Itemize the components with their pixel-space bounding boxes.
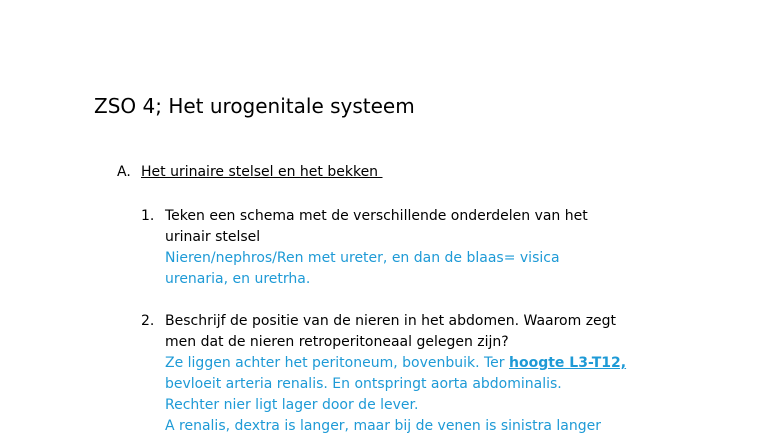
question-line: Teken een schema met de verschillende onderdelen van het [165,208,588,224]
answer-line: bevloeit arteria renalis. En ontspringt aorta abdominalis. [165,376,562,392]
question-line: urinair stelsel [165,229,261,245]
item-body [165,206,765,290]
question-line: men dat de nieren retroperitoneaal gelegen zijn? [165,334,509,350]
section-a [117,163,383,181]
section-heading: Het urinaire stelsel en het bekken [141,164,383,180]
slide-title: ZSO 4; Het urogenitale systeem [94,94,415,118]
answer-link[interactable]: hoogte L3-T12, [509,355,627,371]
answer-line: urenaria, en uretrha. [165,271,311,287]
item-number: 1. [141,208,155,224]
answer-text: Ze liggen achter het peritoneum, bovenbuik. Ter [165,355,509,371]
answer-line [165,353,765,374]
section-marker: A. [117,164,131,180]
item-body [165,311,765,437]
item-number: 2. [141,313,155,329]
answer-line: Rechter nier ligt lager door de lever. [165,397,419,413]
answer-line: Nieren/nephros/Ren met ureter, en dan de blaas= visica [165,250,560,266]
answer-line: A renalis, dextra is langer, maar bij de venen is sinistra langer [165,418,601,434]
question-line: Beschrijf de positie van de nieren in het abdomen. Waarom zegt [165,313,617,329]
